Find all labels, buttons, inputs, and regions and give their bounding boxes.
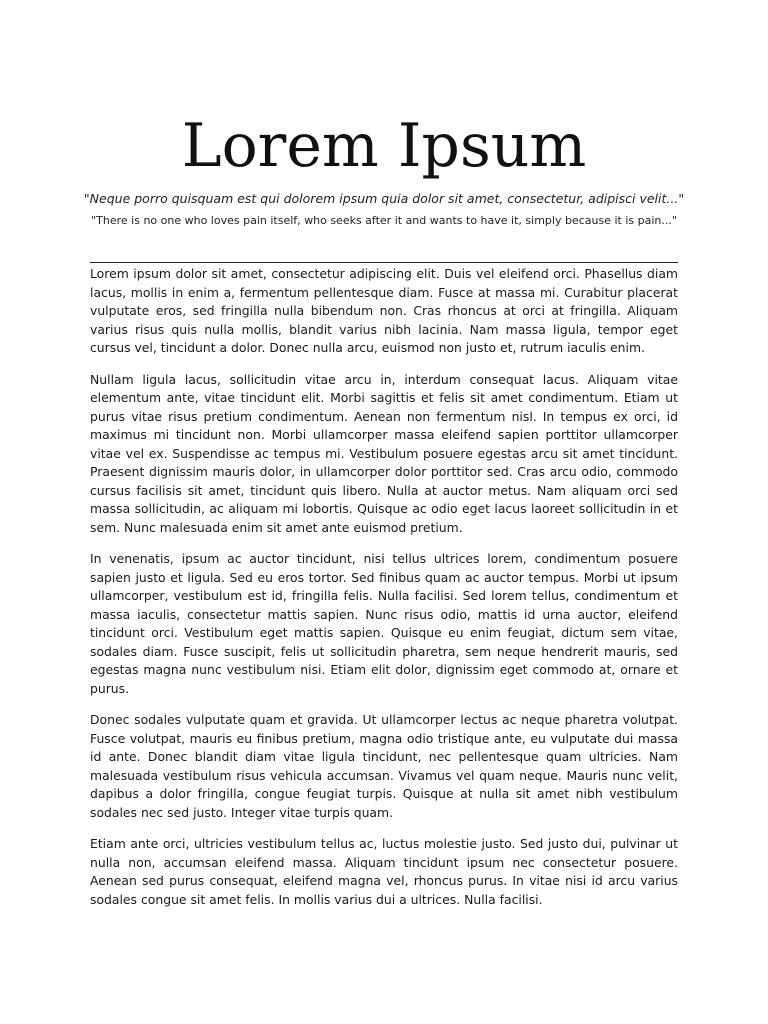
latin-quote: "Neque porro quisquam est qui dolorem ipsum quia dolor sit amet, consectetur, adipisci velit..." — [83, 191, 685, 206]
document-title: Lorem Ipsum — [181, 111, 587, 181]
paragraph-4: Donec sodales vulputate quam et gravida. Ut ullamcorper lectus ac neque pharetra volutpat. Fusce volutpat, mauris eu finibus pretium, magna odio tristique ante, eu vulputate dui massa id ante. Donec blandit diam vitae ligula tincidunt, nec pellentesque quam ultricies. Nam malesuada vestibulum risus vehicula accumsan. Vivamus vel quam neque. Mauris nunc velit, dapibus a dolor fringilla, congue feugiat turpis. Quisque at nulla sit amet nibh vestibulum sodales nec sed justo. Integer vitae turpis quam. — [90, 712, 678, 820]
paragraph-3: In venenatis, ipsum ac auctor tincidunt, nisi tellus ultrices lorem, condimentum posuere sapien justo et ligula. Sed eu eros tortor. Sed finibus quam ac auctor tempus. Morbi ut ipsum ullamcorper, vestibulum est id, fringilla felis. Nulla facilisi. Sed lorem tellus, condimentum et massa iaculis, consectetur mattis sapien. Nunc risus odio, mattis id urna auctor, eleifend tincidunt orci. Vestibulum eget mattis sapien. Quisque eu enim feugiat, dictum sem vitae, sodales diam. Fusce suscipit, felis ut sollicitudin pharetra, sem neque hendrerit mauris, sed egestas magna nunc vestibulum nisi. Etiam elit dolor, dignissim eget commodo at, ornare et purus. — [90, 551, 678, 696]
body-text — [90, 265, 678, 922]
paragraph-5: Etiam ante orci, ultricies vestibulum tellus ac, luctus molestie justo. Sed justo dui, pulvinar ut nulla non, accumsan eleifend massa. Aliquam tincidunt ipsum nec consectetur posuere. Aenean sed purus consequat, eleifend magna vel, rhoncus purus. In vitae nisi id arcu varius sodales congue sit amet felis. In mollis varius dui a ultrices. Nulla facilisi. — [90, 836, 678, 907]
horizontal-divider — [90, 262, 678, 263]
paragraph-1: Lorem ipsum dolor sit amet, consectetur adipiscing elit. Duis vel eleifend orci. Phasellus diam lacus, mollis in enim a, fermentum pellentesque diam. Fusce at massa mi. Curabitur placerat vulputate eros, sed fringilla nulla bibendum non. Cras rhoncus at orci at fringilla. Aliquam varius risus quis nulla mollis, blandit varius nibh lacinia. Nam massa ligula, tempor eget cursus vel, tincidunt a dolor. Donec nulla arcu, euismod non justo et, rutrum iaculis enim. — [90, 266, 678, 355]
paragraph-2: Nullam ligula lacus, sollicitudin vitae arcu in, interdum consequat lacus. Aliquam vitae elementum ante, vitae tincidunt elit. Morbi sagittis et felis sit amet condimentum. Etiam ut purus vitae risus pretium condimentum. Aenean non fermentum nisl. In tempus ex orci, id maximus mi tincidunt non. Morbi ullamcorper massa eleifend sapien porttitor ullamcorper vitae vel ex. Suspendisse ac tempus mi. Vestibulum posuere egestas arcu sit amet tincidunt. Praesent dignissim mauris dolor, in ullamcorper dolor porttitor sed. Cras arcu odio, commodo cursus facilisis sit amet, tincidunt quis libero. Nulla at auctor metus. Nam aliquam orci sed massa sollicitudin, ac aliquam mi lobortis. Quisque ac odio eget lacus laoreet sollicitudin in et sem. Nunc malesuada enim sit amet ante euismod pretium. — [90, 371, 678, 535]
english-quote: "There is no one who loves pain itself, who seeks after it and wants to have it, simply because it is pain..." — [91, 214, 677, 227]
